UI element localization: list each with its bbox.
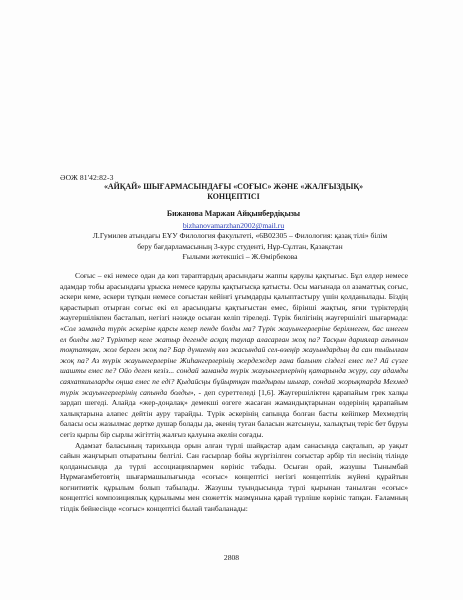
paragraph-1-text-a: Соғыс – екі немесе одан да көп тараптардың арасындағы жаппы қарулы қақтығыс. Бұл елдер немесе адамдар тобы арасындағы ұрыска немесе қарулы қақтығысқа қатысты. Осы мағынада ол азаматтық соғыс, әскери кеме, әскери тұтқын немесе соғыстан кейінгі ұғымдарды қалыптастыру үшін қолданылады. Біздің қарастырып отырған соғыс екі ел арасындағы қақтығыстан емес, бірінші жақтың, яғни түріктердің жаугершілікпен басталып, негізгі нәзжде осыған келіп тіреледі. Түрік билігінің жаугершілігі шығармада: « xyxy=(60,271,408,333)
author-name: Бижанова Маржан Айқынбердіқызы xyxy=(166,209,301,218)
page-number: 2808 xyxy=(223,553,240,562)
article-body xyxy=(60,271,408,515)
supervisor-line: Ғылыми жетекшісі – Ж.Өмірбекова xyxy=(182,252,298,261)
udc-code: ӘОЖ 81'42:82-3 xyxy=(60,173,114,182)
title-line-1: «АЙҚАЙ» ШЫҒАРМАСЫНДАҒЫ «СОҒЫС» ЖӘНЕ «ЖАЛҒЫЗДЫҚ» xyxy=(103,182,364,191)
body-paragraph-1 xyxy=(60,271,408,441)
article-title xyxy=(60,182,407,202)
paragraph-1-text-b: », - деп суреттеледі [1,6]. Жаугершіліктен қарапайым грек халқы зардап шегеді. Алайда «жер-доңалақ» демекші өзгеге жасаған жамандықтарынан өздерінің қарапайым халықтарына алапес дейтін ауру тарайды. Түрік әскерінің сапында болған басты кейіпкер Мехмедтің баласы осы жазылмас дертке душар болады да, әкенің туған баласын жатсынуы, халықтың теріс бет бұруы сегіз қырлы бір сырлы жігіттің жалғыз қалуына әкелін соғады. xyxy=(60,387,409,439)
affiliation-line-2: беру бағдарламасының 3-курс студенті, Нұр-Сұлтан, Қазақстан xyxy=(137,241,343,251)
body-paragraph-2: Адамзат баласының тарихында орын алған түрлі шайқастар адам санасында сақталып, әр уақыт сайын жаңғырып отыратыны белгілі. Сан ғасырлар бойы жүргізілген соғыстар әрбір тіл иесінің тілінде қолданысында да түрлі ассоциациялармен көрініс табады. Осыған орай, жазушы Тынымбай Нұрмағамбетовтің шығармашылығында «соғыс» концептісі негізгі концептілік жүйені құрайтын когнитивтік құрылым болып табылады. Жазушы туындысында түрлі қырынан танылған «соғыс» концептісі композициялық құрылымы мен сюжеттік мазмұнына қарай түрліше көрініс тапқан. Ғаламның тілдік бейнесінде «соғыс» концептісі былай танбаланады: xyxy=(60,440,408,514)
paragraph-1-quote: Сол заманда түрік әскеріне қарсы келер пенде болды ма? Түрік жауынгерлеріне берілмеген, бас имеген ел болды ма? Түріктер келе жатыр дегенде асқақ таулар аласарған жоқ па? Тасқын дариялар ағыннан тоқтатқан, жол берген жоқ па? Бар дүниенің көз жасындай сел-өзеңір жауындардың да сан тыйылған жоқ па? Аз түрік жауынгерлеріне Жиһангерлерінің жердеждер ғана бағынт сіздегі емес пе? Ай сүзге шашты емес пе? Ойо деген кезіз... сондай заманда түрік жауынгерлерінің қатарында жүру, сау адамды саяхатшыларды оңша емес пе еді? Қыдайсңы бұйыртқан тағдырлы шығар, сондай жорықтарда Мехмед түрік жауынгерлерінің сапында болды xyxy=(60,323,408,397)
author-email-link[interactable]: bizhanovamarzhan2002@mail.ru xyxy=(182,221,285,230)
affiliation-line-1: Л.Гумилев атындағы ЕҰУ Филология факультеті, «6В02305 – Филология: қазақ тілі» білім xyxy=(92,231,388,240)
title-line-2: КОНЦЕПТІСІ xyxy=(207,192,260,201)
author-affiliation xyxy=(90,231,390,263)
